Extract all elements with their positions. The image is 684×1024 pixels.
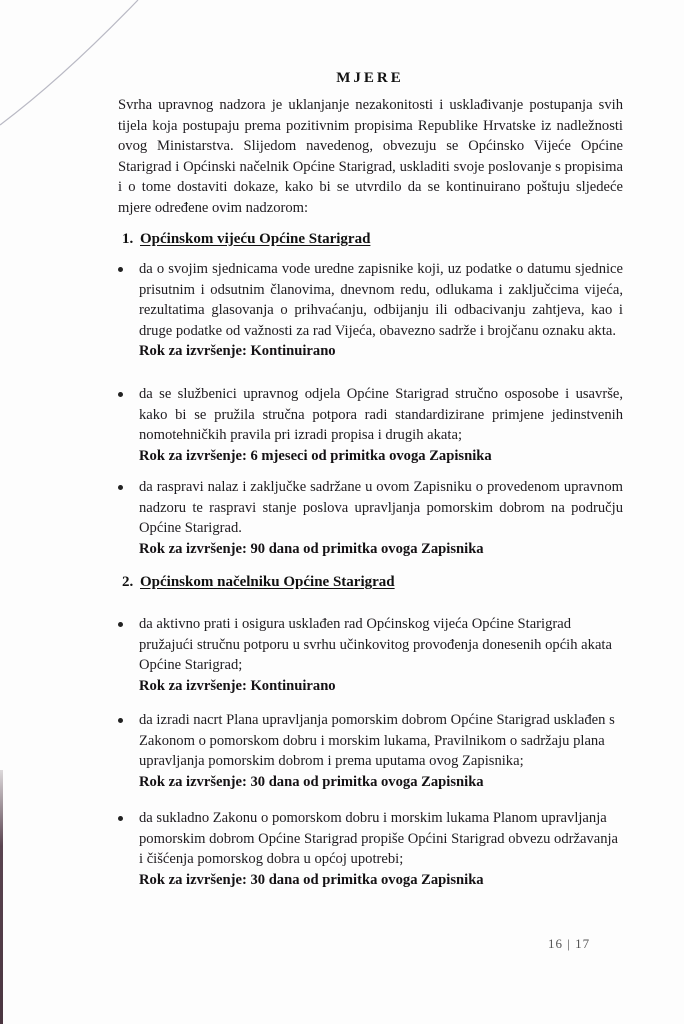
- section-title: Općinskom načelniku Općine Starigrad: [140, 574, 395, 590]
- measure-deadline: Rok za izvršenje: 30 dana od primitka ovoga Zapisnika: [139, 871, 484, 888]
- measure-item: [118, 384, 623, 466]
- measure-item: [118, 710, 623, 792]
- measure-text: da se službenici upravnog odjela Općine Starigrad stručno osposobe i usavrše, kako bi se pružila stručna potpora radi standardizirane primjene jedinstvenih nomotehničkih pravila pri izradi propisa i drugih akata;: [139, 386, 623, 444]
- measure-text: da izradi nacrt Plana upravljanja pomorskim dobrom Općine Starigrad usklađen s Zakonom o pomorskom dobru i morskim lukama, Pravilnikom o sadržaju plana upravljanja pomorskim dobrom i prema uputama ovog Zapisnika;: [139, 712, 615, 770]
- measure-text: da aktivno prati i osigura usklađen rad Općinskog vijeća Općine Starigrad pružajući stručnu potporu u svrhu učinkovitog provođenja donesenih općih akata Općine Starigrad;: [139, 616, 612, 674]
- measure-deadline: Rok za izvršenje: 6 mjeseci od primitka ovoga Zapisnika: [139, 447, 492, 464]
- measure-deadline: Rok za izvršenje: Kontinuirano: [139, 343, 336, 360]
- bullet-icon: [118, 816, 123, 821]
- page-title: MJERE: [336, 70, 404, 86]
- bullet-icon: [118, 718, 123, 723]
- bullet-icon: [118, 267, 123, 272]
- measure-item: [118, 614, 623, 696]
- section-heading-2: [122, 574, 395, 591]
- measure-item: [118, 259, 623, 362]
- measure-deadline: Rok za izvršenje: Kontinuirano: [139, 677, 336, 694]
- section-number: 1.: [122, 231, 134, 247]
- intro-paragraph: Svrha upravnog nadzora je uklanjanje nezakonitosti i usklađivanje postupanja svih tijela koja postupaju prema pozitivnim propisima Republike Hrvatske iz nadležnosti ovog Ministarstva. Slijedom navedenog, obvezuju se Općinsko Vijeće Općine Starigrad i Općinski načelnik Općine Starigrad, uskladiti svoje poslovanje s propisima i o tome dostaviti dokaze, kako bi se utvrdilo da se kontinuirano poštuju sljedeće mjere određene ovim nadzorom:: [118, 97, 623, 216]
- bullet-icon: [118, 392, 123, 397]
- page-number: 16 | 17: [548, 936, 591, 951]
- section-title: Općinskom vijeću Općine Starigrad: [140, 231, 371, 247]
- scan-edge-shadow: [0, 770, 3, 1024]
- measure-item: [118, 808, 623, 890]
- measure-text: da raspravi nalaz i zaključke sadržane u ovom Zapisniku o provedenom upravnom nadzoru te raspravi stanje poslova upravljanja pomorskim dobrom na području Općine Starigrad.: [139, 479, 623, 537]
- measure-item: [118, 477, 623, 559]
- section-number: 2.: [122, 574, 134, 590]
- bullet-icon: [118, 622, 123, 627]
- measure-deadline: Rok za izvršenje: 90 dana od primitka ovoga Zapisnika: [139, 540, 484, 557]
- measure-text: da sukladno Zakonu o pomorskom dobru i morskim lukama Planom upravljanja pomorskim dobrom Općine Starigrad propiše Općini Starigrad obvezu održavanja i čišćenja pomorskog dobra u općoj upotrebi;: [139, 810, 619, 868]
- measure-deadline: Rok za izvršenje: 30 dana od primitka ovoga Zapisnika: [139, 773, 484, 790]
- bullet-icon: [118, 485, 123, 490]
- measure-text: da o svojim sjednicama vode uredne zapisnike koji, uz podatke o datumu sjednice prisutnim i odsutnim članovima, dnevnom redu, odlukama i zaključcima vijeća, rezultatima glasovanja o prihvaćanju, odbijanju ili odbacivanju zahtjeva, kao i druge podatke od važnosti za rad Vijeća, obavezno sadrže i brojčanu oznaku akta.: [139, 261, 623, 339]
- section-heading-1: [122, 231, 370, 248]
